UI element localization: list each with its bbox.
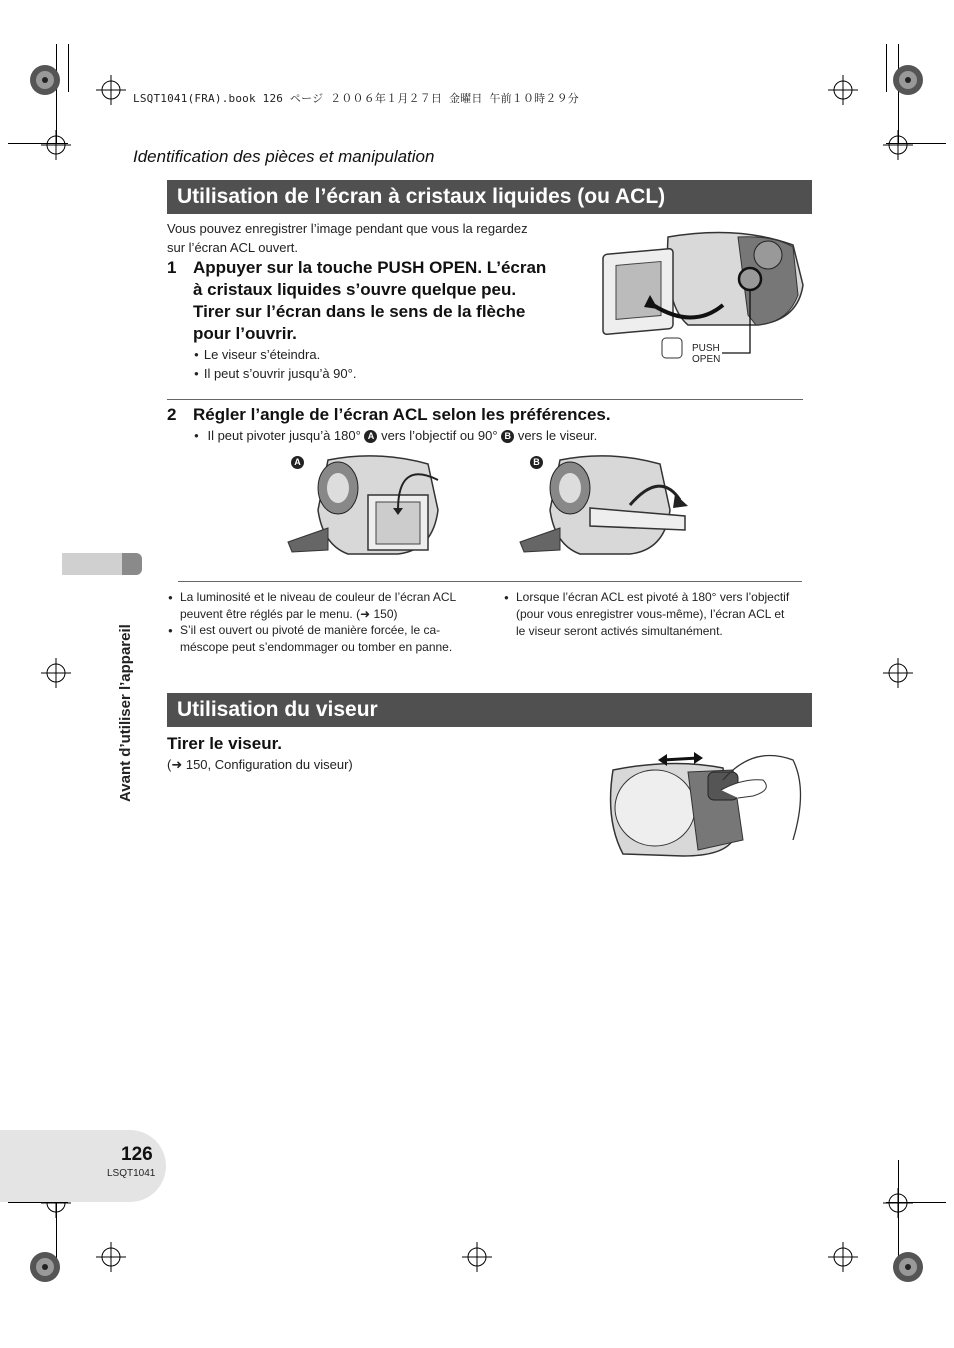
color-wheel-icon [30, 65, 60, 95]
push-open-label: OPEN [692, 354, 721, 365]
note-line: peuvent être réglés par le menu. (➜ 150) [180, 607, 398, 621]
section-title: Identification des pièces et manipulation [133, 147, 435, 166]
step-2 [167, 404, 807, 426]
registration-target-icon [828, 75, 858, 105]
bullet-text: vers l’objectif ou 90° [381, 428, 498, 443]
camcorder-rotate-180-illustration [288, 450, 458, 560]
bullet-dot-icon: ● [168, 626, 173, 635]
note-line: le viseur seront activés simultanément. [516, 624, 723, 638]
registration-target-icon [462, 1242, 492, 1272]
bullet-dot-icon: ● [504, 593, 509, 602]
bullet-item [194, 426, 597, 447]
lcd-intro [167, 219, 528, 257]
step-number: 1 [167, 258, 177, 277]
note-line: méscope peut s’endommager ou tomber en panne. [180, 640, 453, 654]
step-text [193, 257, 546, 345]
bullet-item: ● Le viseur s’éteindra. [194, 345, 320, 366]
step-text-line: Tirer sur l’écran dans le sens de la flèche [193, 302, 526, 321]
step-text: Régler l’angle de l’écran ACL selon les préférences. [193, 405, 611, 424]
registration-target-icon [41, 658, 71, 688]
page-number: 126 [121, 1144, 153, 1165]
note-line: (pour vous enregistrer vous-même), l’écran ACL et [516, 607, 785, 621]
color-wheel-icon [30, 1252, 60, 1282]
bullet-text: vers le viseur. [517, 428, 598, 443]
label-a-badge: A [291, 456, 304, 469]
label-a-badge: A [364, 430, 377, 443]
note-item [504, 589, 816, 640]
side-tab-marker [122, 553, 142, 575]
color-wheel-icon [893, 65, 923, 95]
lcd-intro-line: sur l’écran ACL ouvert. [167, 240, 299, 255]
bullet-text: Il peut pivoter jusqu’à 180° [207, 428, 361, 443]
camcorder-open-illustration [598, 225, 818, 365]
registration-target-icon [828, 1242, 858, 1272]
registration-target-icon [883, 1188, 913, 1218]
camcorder-rotate-90-illustration [520, 450, 700, 560]
viewfinder-reference: (➜ 150, Configuration du viseur) [167, 757, 353, 772]
step-number: 2 [167, 405, 177, 424]
label-b-badge: B [501, 430, 514, 443]
viewfinder-step: Tirer le viseur. [167, 734, 282, 753]
push-open-label: PUSH [692, 343, 720, 354]
note-line: Lorsque l’écran ACL est pivoté à 180° vers l’objectif [516, 590, 790, 604]
step-text-line: à cristaux liquides s’ouvre quelque peu. [193, 280, 517, 299]
note-line: S’il est ouvert ou pivoté de manière forcée, le ca- [180, 623, 441, 637]
registration-target-icon [883, 130, 913, 160]
note-item [168, 622, 500, 656]
step-text-line: pour l’ouvrir. [193, 324, 297, 343]
lcd-section-title: Utilisation de l’écran à cristaux liquides (ou ACL) [167, 180, 812, 214]
bullet-item: ● Il peut s’ouvrir jusqu’à 90°. [194, 364, 356, 385]
notes-divider [178, 581, 802, 582]
page-number-tab [0, 1130, 166, 1202]
registration-target-icon [96, 1242, 126, 1272]
registration-target-icon [41, 130, 71, 160]
color-wheel-icon [893, 1252, 923, 1282]
camcorder-viewfinder-illustration [603, 750, 803, 860]
viewfinder-section-title: Utilisation du viseur [167, 693, 812, 727]
side-label: Avant d’utiliser l’appareil [117, 624, 134, 802]
label-b-badge: B [530, 456, 543, 469]
lcd-intro-line: Vous pouvez enregistrer l’image pendant que vous la regardez [167, 221, 528, 236]
print-header: LSQT1041(FRA).book 126 ページ ２００６年１月２７日 金曜日 午前１０時２９分 [133, 92, 579, 105]
registration-target-icon [96, 75, 126, 105]
bullet-dot-icon: ● [168, 593, 173, 602]
registration-target-icon [883, 658, 913, 688]
divider [167, 399, 803, 400]
step-1 [167, 257, 587, 347]
page-code: LSQT1041 [107, 1168, 156, 1179]
note-item [168, 589, 500, 623]
note-line: La luminosité et le niveau de couleur de l’écran ACL [180, 590, 457, 604]
step-text-line: Appuyer sur la touche PUSH OPEN. L’écran [193, 258, 547, 277]
